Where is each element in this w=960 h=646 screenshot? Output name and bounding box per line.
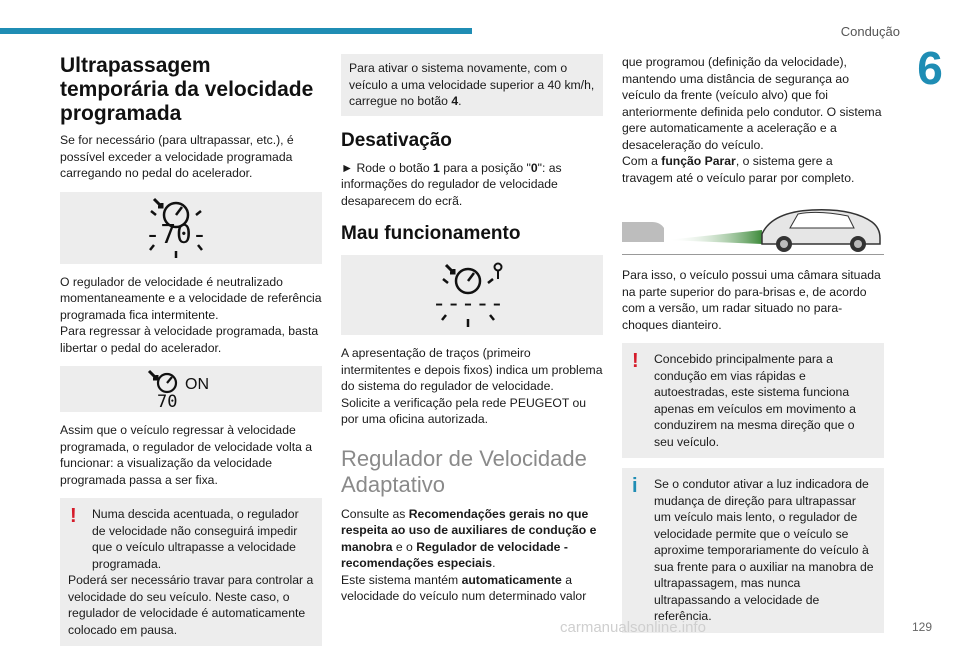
heading-temporary-overtake: Ultrapassagem temporária da velocidade programada: [60, 54, 314, 125]
info-icon: i: [632, 475, 638, 497]
radar-illustration: [622, 204, 884, 255]
page-number: 129: [911, 620, 932, 634]
svg-text:-70-: -70-: [144, 219, 208, 250]
car-radar-icon: [622, 204, 884, 254]
heading-adaptive-cruise: Regulador de Velocidade Adaptativo: [341, 445, 587, 497]
speedometer-dashes-icon: [126, 195, 256, 261]
display-illustration-fault: [341, 255, 603, 335]
display-illustration-overspeed: [60, 192, 322, 264]
info-note: i Se o condutor ativar a luz indicadora de mudança de direção para ultrapassar um veículo mais lento, o regulador de velocidade permite que o veículo se aproxime temporariamente do veículo à sua frente para o auxiliar na manobra de ultrapassagem, mas nunca ultrapassando a velocidade de referência.: [622, 468, 884, 633]
heading-malfunction: Mau funcionamento: [341, 223, 521, 244]
heading-deactivation: Desativação: [341, 129, 452, 151]
watermark: carmanualsonline.info: [560, 619, 706, 636]
display-illustration-on: [60, 366, 322, 412]
speedometer-fault-icon: [402, 259, 542, 331]
warning-icon: !: [632, 350, 639, 372]
paragraph: Consulte as Recomendações gerais no que respeita ao uso de auxiliares de condução e manobra e o Regulador de velocidade - recomendações especiais.: [341, 506, 597, 570]
paragraph: O regulador de velocidade é neutralizado momentaneamente e a velocidade de referência programada fica intermitente.: [60, 274, 322, 322]
section-title: Condução: [840, 24, 900, 39]
paragraph: ► Rode o botão 1 para a posição "0": as informações do regulador de velocidade desaparecem do ecrã.: [341, 160, 562, 208]
paragraph: Para isso, o veículo possui uma câmara situada na parte superior do para-brisas e, de acordo com a versão, um radar situado no para-choques dianteiro.: [622, 268, 881, 332]
reactivation-box: Para ativar o sistema novamente, com o veículo a uma velocidade superior a 40 km/h, carregue no botão 4.: [341, 54, 603, 116]
chapter-number: 6: [917, 42, 943, 94]
paragraph: Se for necessário (para ultrapassar, etc.), é possível exceder a velocidade programada carregando no pedal do acelerador.: [60, 133, 294, 180]
warning-icon: !: [70, 505, 77, 527]
svg-text:-----: -----: [431, 289, 505, 317]
svg-text:ON: ON: [185, 376, 209, 393]
column-3: [622, 54, 884, 633]
header-accent-bar: [0, 28, 472, 34]
paragraph: Para regressar à velocidade programada, basta libertar o pedal do acelerador.: [60, 324, 319, 355]
paragraph: Solicite a verificação pela rede PEUGEOT ou por uma oficina autorizada.: [341, 395, 586, 426]
warning-note: ! Concebido principalmente para a condução em vias rápidas e autoestradas, este sistema funciona apenas em veículos em movimento a conduzirem na mesma direção que o seu veículo.: [622, 343, 884, 458]
paragraph: Assim que o veículo regressar à velocidade programada, o regulador de velocidade volta a funcionar: a visualização da velocidade programada passa a ser fixa.: [60, 423, 313, 487]
paragraph: que programou (definição da velocidade), mantendo uma distância de segurança ao veículo da frente (veículo alvo) que foi anteriormente definida pelo condutor. O sistema gere automaticamente a aceleração e a desaceleração do veículo.: [622, 55, 882, 152]
warning-note: ! Numa descida acentuada, o regulador de velocidade não conseguirá impedir que o veículo ultrapasse a velocidade programada. Poderá ser necessário travar para controlar a velocidade do seu veículo. Neste caso, o regulador de velocidade é automaticamente colocado em pausa.: [60, 498, 322, 646]
column-2: [341, 54, 603, 605]
column-1: [60, 54, 322, 646]
paragraph: A apresentação de traços (primeiro intermitentes e depois fixos) indica um problema do sistema do regulador de velocidade.: [341, 346, 603, 393]
paragraph: Com a função Parar, o sistema gere a travagem até o veículo parar por completo.: [622, 154, 855, 185]
svg-text:70: 70: [157, 392, 178, 409]
paragraph: Este sistema mantém automaticamente a velocidade do veículo num determinado valor: [341, 572, 587, 603]
speedometer-on-icon: [131, 369, 251, 409]
